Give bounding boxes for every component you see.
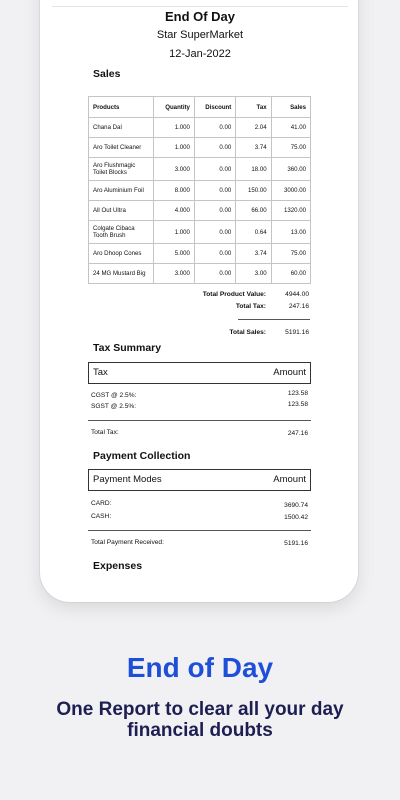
cash-amount: 1500.42 [284, 514, 308, 521]
table-row [89, 118, 311, 138]
report-title: End Of Day [164, 9, 236, 24]
cell-sales: 75.00 [271, 138, 310, 158]
cell-sales: 75.00 [271, 244, 310, 264]
cell-quantity: 3.000 [153, 264, 194, 284]
promo-subtitle-line-2: financial doubts [127, 720, 273, 741]
sales-table-header [89, 97, 311, 118]
report-date: 12-Jan-2022 [169, 48, 231, 60]
cell-quantity: 3.000 [153, 158, 194, 181]
cell-discount: 0.00 [194, 264, 235, 284]
tax-summary-header [88, 362, 311, 384]
cell-product: Aro Aluminium Foil [89, 181, 154, 201]
total-tax-label: Total Tax: [235, 303, 266, 310]
cell-sales: 1320.00 [271, 201, 310, 221]
cell-product: Aro Dhoop Cones [89, 244, 154, 264]
cell-tax: 18.00 [236, 158, 271, 181]
payment-total: 5191.16 [284, 540, 308, 547]
col-sales: Sales [271, 97, 310, 118]
cell-product: 24 MG Mustard Big [89, 264, 154, 284]
cell-discount: 0.00 [194, 158, 235, 181]
cell-quantity: 1.000 [153, 138, 194, 158]
cell-quantity: 1.000 [153, 221, 194, 244]
cell-discount: 0.00 [194, 118, 235, 138]
total-sales: 5191.16 [285, 329, 309, 336]
table-row [89, 244, 311, 264]
payment-total-label: Total Payment Received: [91, 539, 164, 546]
cell-discount: 0.00 [194, 138, 235, 158]
sales-heading: Sales [93, 68, 121, 80]
cell-product: Aro Flushmagic Toilet Blocks [89, 158, 154, 181]
total-product-value-label: Total Product Value: [202, 291, 266, 298]
table-row [89, 264, 311, 284]
promo-subtitle-line-1: One Report to clear all your day [56, 699, 344, 720]
tax-amount-col-label: Amount [273, 367, 306, 378]
cell-sales: 360.00 [271, 158, 310, 181]
sales-table [88, 96, 311, 284]
cash-label: CASH: [91, 513, 112, 520]
store-name: Star SuperMarket [156, 29, 244, 41]
sgst-label: SGST @ 2.5%: [91, 403, 137, 410]
table-row [89, 158, 311, 181]
status-bar [52, 0, 348, 7]
sgst-amount: 123.58 [287, 401, 308, 408]
cell-discount: 0.00 [194, 181, 235, 201]
cell-tax: 3.74 [236, 138, 271, 158]
cell-tax: 3.00 [236, 264, 271, 284]
col-tax: Tax [236, 97, 271, 118]
cell-sales: 60.00 [271, 264, 310, 284]
col-discount: Discount [194, 97, 235, 118]
payment-divider [88, 530, 311, 531]
cell-sales: 3000.00 [271, 181, 310, 201]
cell-tax: 66.00 [236, 201, 271, 221]
cell-tax: 150.00 [236, 181, 271, 201]
cgst-amount: 123.58 [287, 390, 308, 397]
total-sales-label: Total Sales: [229, 329, 266, 336]
cell-product: All Out Ultra [89, 201, 154, 221]
promo-subtitle [0, 699, 400, 741]
payment-header [88, 469, 311, 491]
tax-total: 247.16 [287, 430, 308, 437]
tax-summary-heading: Tax Summary [93, 342, 162, 354]
cell-tax: 2.04 [236, 118, 271, 138]
cell-quantity: 8.000 [153, 181, 194, 201]
card-amount: 3690.74 [284, 502, 308, 509]
col-products: Products [89, 97, 154, 118]
payment-modes-col-label: Payment Modes [93, 474, 162, 485]
cell-sales: 13.00 [271, 221, 310, 244]
cgst-label: CGST @ 2.5%: [91, 392, 137, 399]
cell-product: Aro Toilet Cleaner [89, 138, 154, 158]
cell-sales: 41.00 [271, 118, 310, 138]
table-row [89, 221, 311, 244]
tax-col-label: Tax [93, 367, 108, 378]
cell-tax: 3.74 [236, 244, 271, 264]
cell-quantity: 1.000 [153, 118, 194, 138]
table-row [89, 201, 311, 221]
cell-discount: 0.00 [194, 244, 235, 264]
cell-product: Chana Dal [89, 118, 154, 138]
table-row [89, 181, 311, 201]
totals-divider [238, 319, 310, 320]
cell-product: Colgate Cibaca Tooth Brush [89, 221, 154, 244]
total-tax: 247.16 [288, 303, 309, 310]
cell-quantity: 4.000 [153, 201, 194, 221]
total-product-value: 4944.00 [285, 291, 309, 298]
cell-discount: 0.00 [194, 221, 235, 244]
cell-discount: 0.00 [194, 201, 235, 221]
expenses-heading: Expenses [93, 560, 143, 572]
payment-heading: Payment Collection [93, 450, 191, 462]
tax-total-label: Total Tax: [91, 429, 119, 436]
cell-quantity: 5.000 [153, 244, 194, 264]
tax-summary-divider [88, 420, 311, 421]
promo-title: End of Day [126, 652, 274, 683]
report-screen[interactable] [52, 0, 348, 590]
table-row [89, 138, 311, 158]
cell-tax: 0.64 [236, 221, 271, 244]
payment-amount-col-label: Amount [273, 474, 306, 485]
col-quantity: Quantity [153, 97, 194, 118]
card-label: CARD: [91, 500, 112, 507]
